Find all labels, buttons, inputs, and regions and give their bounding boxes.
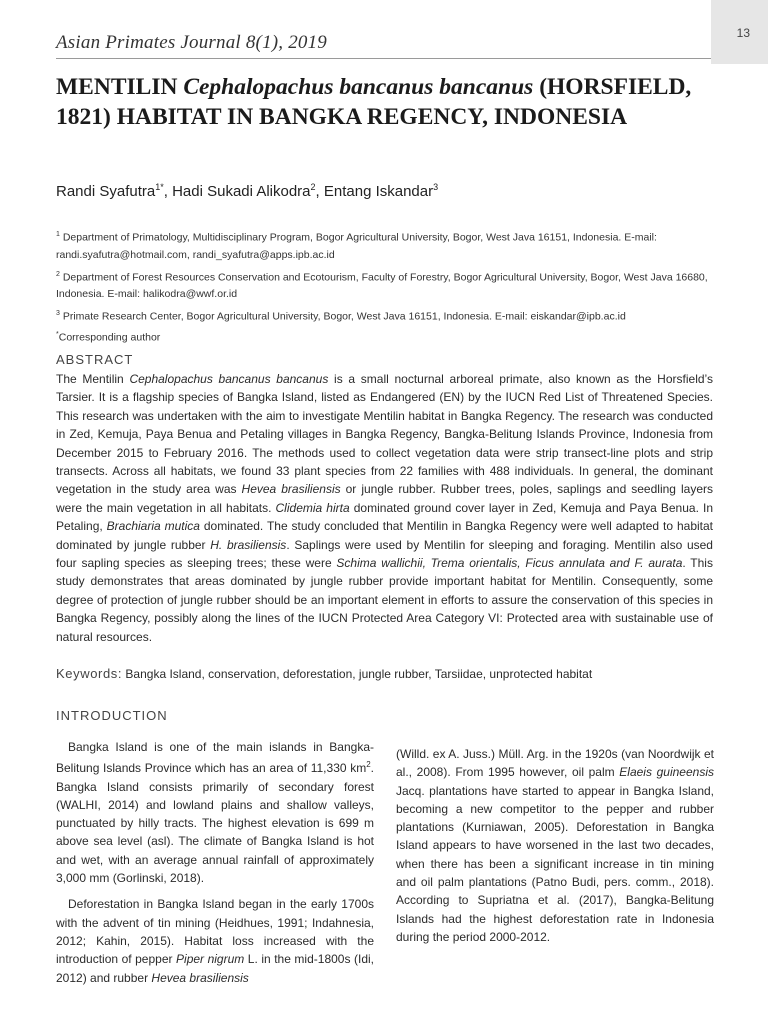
title-part1: MENTILIN	[56, 74, 184, 100]
author-separator: ,	[163, 183, 173, 200]
text-run: is a small nocturnal arboreal primate, also known as the Horsfield’s Tarsier. It is a flagship species of Bangka Island, listed as Endangered (EN) by the IUCN Red List of Threatened Species. This research was undertaken with the aim to investigate Mentilin habitat in Bangka Regency. The research was conducted in Zed, Kemuja, Paya Benua and Petaling villages in Bangka Regency, Bangka-Belitung Islands Province, Indonesia from December 2015 to February 2016. The methods used to collect vegetation data were strip transect-line plots and strip transects. Across all habitats, we found 33 plant species from 22 families with 488 individuals. In general, the dominant vegetation in the study area was	[56, 372, 713, 497]
text-run: . Bangka Island consists primarily of secondary forest (WALHI, 2014) and lowland plains and shallow valleys, punctuated by hilly tracts. The highest elevation is 699 m above sea level (asl). The climate of Bangka Island is hot and wet, with an average annual rainfall of approximately 3,000 mm (Gorlinski, 2018).	[56, 761, 374, 886]
italic-term: Hevea brasiliensis	[241, 482, 341, 497]
affiliation	[56, 266, 716, 304]
italic-term: Cephalopachus bancanus bancanus	[129, 372, 329, 386]
affiliation	[56, 305, 716, 326]
affiliation-text: Primate Research Center, Bogor Agricultural University, Bogor, West Java 16151, Indonesia. E-mail: eiskandar@ipb.ac.id	[59, 310, 626, 323]
text-run: . This study demonstrates that areas dominated by jungle rubber provide important habitat for Mentilin. Consequently, some degree of protection of jungle rubber should be an important element in efforts to assure the conservation of this species in Bangka Regency, possibly along the lines of the IUCN Protected Area Category VI: Protected area with sustainable use of natural resources.	[56, 556, 713, 644]
affiliation	[56, 226, 716, 264]
abstract-heading: ABSTRACT	[56, 352, 134, 367]
intro-paragraph	[396, 745, 714, 946]
keywords-text: Bangka Island, conservation, deforestation, jungle rubber, Tarsiidae, unprotected habitat	[122, 667, 593, 681]
affiliation-text: Department of Primatology, Multidisciplinary Program, Bogor Agricultural University, Bogor, West Java 16151, Indonesia. E-mail: randi.syafutra@hotmail.com, randi_syafutra@apps.ipb.ac.id	[56, 231, 657, 261]
author-name: Randi Syafutra	[56, 183, 156, 200]
text-run: Jacq. plantations have started to appear in Bangka Island, becoming a new competitor to the pepper and rubber plantations (Kurniawan, 2005). Deforestation in Bangka Island appears to have worsened in the last two decades, when there has been a significant increase in tin mining and oil palm plantations (Patno Budi, pers. comm., 2018). According to Supriatna et al. (2017), Bangka-Belitung Islands had the highest deforestation rate in Indonesia during the period 2000-2012.	[396, 783, 714, 944]
intro-right-column	[396, 745, 714, 954]
italic-term: Clidemia hirta	[275, 500, 350, 515]
header-rule	[56, 58, 711, 59]
author-list	[56, 182, 438, 200]
italic-term: Piper nigrum	[176, 952, 245, 967]
keywords-label: Keywords:	[56, 666, 123, 681]
affiliation-text: Corresponding author	[58, 331, 161, 343]
affiliation-mark: 2	[56, 270, 60, 278]
text-run: or jungle rubber. Rubber trees, poles, saplings and seedling layers were the main vegetation in all habitats.	[56, 482, 713, 515]
author-affil-mark: 3	[433, 182, 439, 192]
italic-term: Brachiaria mutica	[106, 519, 200, 534]
italic-term: Hevea brasiliensis	[151, 970, 249, 985]
title-part2: (HORSFIELD, 1821) HABITAT IN BANGKA REGENCY, INDONESIA	[56, 74, 692, 130]
author-name: Hadi Sukadi Alikodra	[172, 183, 311, 200]
article-title	[56, 72, 716, 132]
affiliations	[56, 226, 716, 346]
intro-left-column	[56, 738, 374, 995]
intro-paragraph	[56, 895, 374, 986]
affiliation-mark: *	[56, 330, 59, 338]
text-run: Bangka Island is one of the main islands in Bangka-Belitung Islands Province which has an area of 11,330 km	[56, 740, 374, 776]
text-run: dominated. The study concluded that Mentilin in Bangka Regency were well adapted to habitat dominated by jungle rubber	[56, 519, 713, 552]
text-run: Deforestation in Bangka Island began in the early 1700s with the advent of tin mining (Heidhues, 1991; Indahnesia, 2012; Kahin, 2015). Habitat loss increased with the introduction of pepper	[56, 897, 374, 967]
abstract-body	[56, 370, 713, 646]
italic-term: Elaeis guineensis	[619, 765, 714, 780]
author-affil-mark: 1*	[155, 182, 164, 192]
text-run: dominated ground cover layer in Zed, Kemuja and Paya Benua. In Petaling,	[56, 500, 714, 534]
title-species: Cephalopachus bancanus bancanus	[183, 74, 534, 100]
affiliation-mark: 3	[56, 310, 60, 317]
keywords	[56, 666, 716, 681]
affiliation-mark: 1	[56, 231, 60, 238]
text-run: The Mentilin	[56, 372, 130, 386]
page-number: 13	[736, 26, 750, 40]
affiliation-text: Department of Forest Resources Conservation and Ecotourism, Faculty of Forestry, Bogor Agricultural University, Bogor, West Java 16680, Indonesia. E-mail: halikodra@wwf.or.id	[56, 271, 708, 300]
italic-term: Schima wallichii, Trema orientalis, Ficus annulata and F. aurata	[336, 556, 683, 571]
text-run: L. in the mid-1800s (Idi, 2012) and rubber	[56, 952, 375, 985]
intro-paragraph	[56, 738, 374, 887]
italic-term: H. brasiliensis	[210, 537, 287, 552]
author-separator: ,	[315, 183, 324, 200]
introduction-heading: INTRODUCTION	[56, 708, 168, 723]
author-name: Entang Iskandar	[323, 183, 434, 200]
text-run: . Saplings were used by Mentilin for sleeping and foraging. Mentilin also used four sapling species as sleeping trees; these were	[56, 537, 713, 571]
corresponding-note	[56, 326, 716, 347]
superscript: 2	[366, 760, 371, 770]
text-run: (Willd. ex A. Juss.) Müll. Arg. in the 1920s (van Noordwijk et al., 2008). From 1995 however, oil palm	[396, 747, 714, 780]
author-affil-mark: 2	[310, 182, 316, 192]
journal-header: Asian Primates Journal 8(1), 2019	[56, 32, 327, 53]
